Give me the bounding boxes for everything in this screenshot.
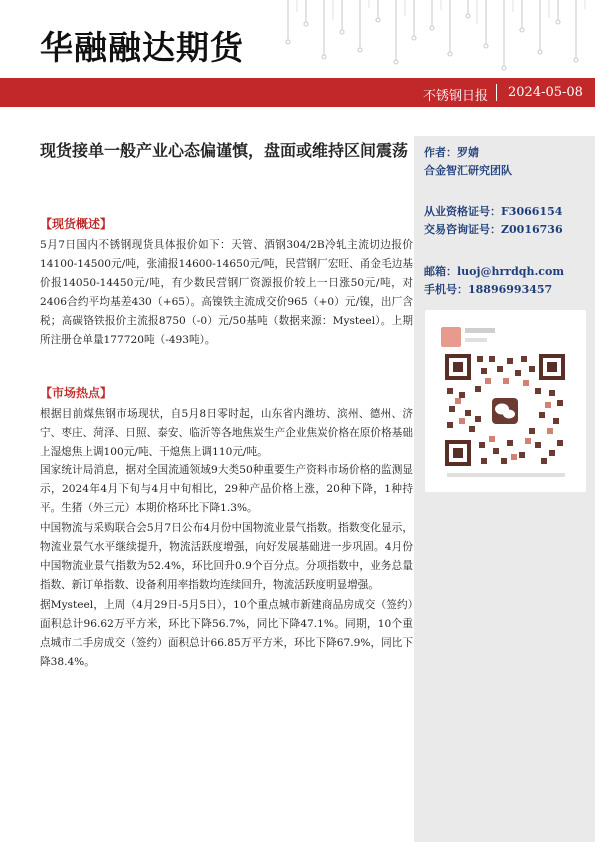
phone: 手机号：18896993457 [424,283,553,296]
market-hotspot-heading: 【市场热点】 [40,386,113,400]
hotspot-paragraph-3: 中国物流与采购联合会5月7日公布4月份中国物流业景气指数。指数变化显示，物流业景气水平继续提升，物流活跃度增强，向好发展基础进一步巩固。4月份中国物流业景气指数为52.4%，环比回升0.9个百分点。分项指数中，业务总量指数、新订单指数、设备利用率指数均连续回升，物流活跃度明显增强。 [40,522,413,591]
hotspot-paragraph-1: 根据目前煤焦钢市场现状，自5月8日零时起，山东省内潍坊、滨州、德州、济宁、枣庄、菏泽、日照、泰安、临沂等各地焦炭生产企业焦炭价格在原价格基础上湿熄焦上调100元/吨、干熄焦上调110元/吨。 [40,408,413,458]
qr-code-icon [445,354,565,466]
report-date: 2024-05-08 [508,85,583,100]
band-divider [496,84,497,101]
qr-account-name [465,328,495,333]
overview-paragraph: 5月7日国内不锈钢现货具体报价如下：天管、酒钢304/2B冷轧主流切边报价14100-14500元/吨，张浦报14600-14650元/吨，民营钢厂宏旺、甬金毛边基价报14050-14450元/吨，有少数民营钢厂资源报价较上一日涨50元/吨，对2406合约平均基差430（+65）。高镍铁主流成交价965（+0）元/镍，出厂含税；高碳铬铁报价主流报8750（-0）元/50基吨（数据来源：Mysteel）。上期所注册仓单量177720吨（-493吨）。 [40,239,413,346]
qr-caption [447,473,565,477]
team: 合金智汇研究团队 [424,164,512,177]
qr-account-subtitle [465,338,487,342]
brand-name: 华融融达期货 [40,28,244,67]
report-type: 不锈钢日报 [422,89,488,104]
report-band [0,78,595,107]
hotspot-paragraph-4: 据Mysteel，上周（4月29日-5月5日），10个重点城市新建商品房成交（签约）面积总计96.62万平方米，环比下降56.7%，同比下降47.1%。同期，10个重点城市二手房成交（签约）面积总计66.85万平方米，环比下降67.9%，同比下降38.4%。 [40,599,413,668]
page-header [0,0,595,78]
overview-heading: 【现货概述】 [40,217,113,231]
hotspot-paragraph-2: 国家统计局消息，据对全国流通领域9大类50种重要生产资料市场价格的监测显示，2024年4月下旬与4月中旬相比，29种产品价格上涨，20种下降，1种持平。生猪（外三元）本期价格环比下降1.3%。 [40,464,413,514]
qualification-number: 从业资格证号：F3066154 [424,205,563,218]
wechat-qr-card [425,310,586,492]
email[interactable]: 邮箱：luoj@hrrdqh.com [424,265,564,278]
report-title: 现货接单一般产业心态偏谨慎，盘面或维持区间震荡 [40,141,409,160]
header-decoration [278,0,595,78]
avatar [441,327,461,347]
consulting-number: 交易咨询证号：Z0016736 [424,223,563,236]
author: 作者：罗婧 [424,146,479,159]
